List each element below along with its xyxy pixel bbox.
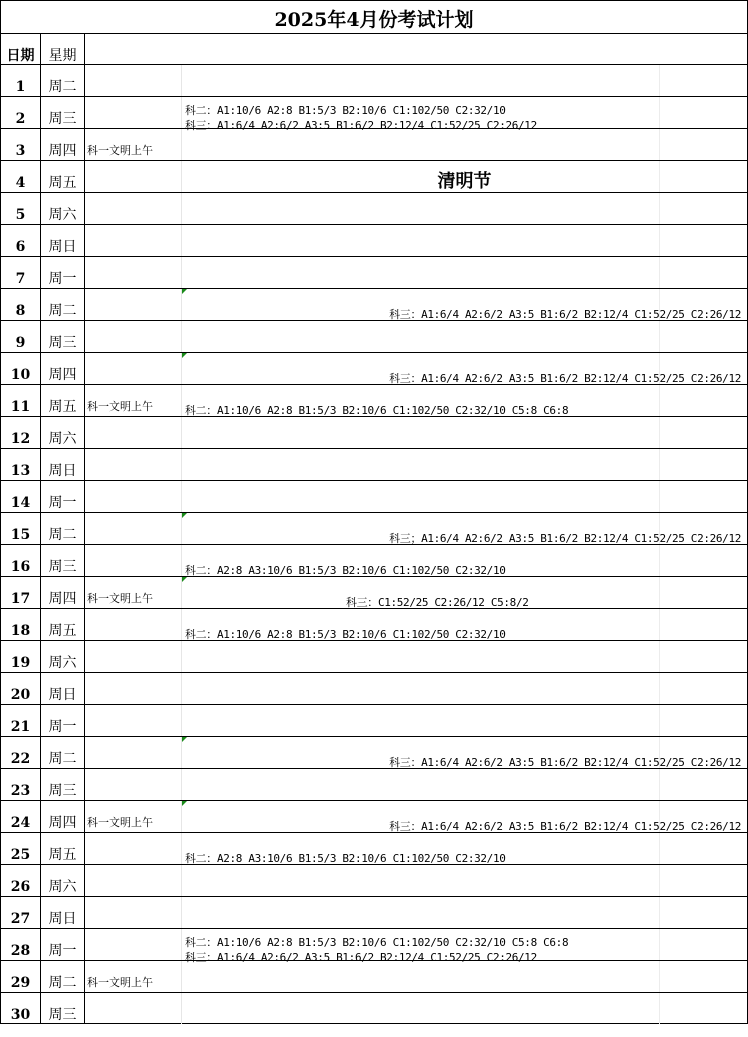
weekday-cell[interactable]: 周二 xyxy=(40,513,84,544)
gridline xyxy=(659,257,660,288)
gridline xyxy=(659,641,660,672)
day-cell[interactable]: 23 xyxy=(0,769,40,800)
exam-detail-cell[interactable] xyxy=(181,961,748,992)
header-date: 日期 xyxy=(0,33,40,64)
subject1-cell[interactable] xyxy=(84,705,181,736)
table-row xyxy=(0,800,748,832)
subject1-cell[interactable]: 科一文明上午 xyxy=(84,129,181,160)
weekday-cell[interactable]: 周二 xyxy=(40,961,84,992)
exam-detail-cell[interactable] xyxy=(181,321,748,352)
comment-marker-icon xyxy=(182,289,187,294)
exam-detail-text: 科二：A1:10/6 A2:8 B1:5/3 B2:10/6 C1:102/50 C2:32/10 C5:8 C6:8 xyxy=(185,936,569,949)
weekday-cell[interactable]: 周四 xyxy=(40,353,84,384)
weekday-cell[interactable]: 周三 xyxy=(40,993,84,1024)
exam-detail-cell[interactable] xyxy=(181,449,748,480)
weekday-cell[interactable]: 周五 xyxy=(40,609,84,640)
table-row xyxy=(0,480,748,512)
day-cell[interactable]: 9 xyxy=(0,321,40,352)
exam-detail-cell[interactable] xyxy=(181,993,748,1024)
day-cell[interactable]: 2 xyxy=(0,97,40,128)
weekday-cell[interactable]: 周日 xyxy=(40,897,84,928)
sheet-title: 2025年4月份考试计划 xyxy=(0,0,748,34)
gridline xyxy=(659,609,660,640)
weekday-cell[interactable]: 周三 xyxy=(40,97,84,128)
weekday-cell[interactable]: 周日 xyxy=(40,225,84,256)
table-row xyxy=(0,832,748,864)
weekday-cell[interactable]: 周四 xyxy=(40,801,84,832)
table-row xyxy=(0,160,748,192)
subject1-cell[interactable] xyxy=(84,609,181,640)
gridline xyxy=(659,673,660,704)
table-row xyxy=(0,128,748,160)
subject1-cell[interactable] xyxy=(84,161,181,192)
subject1-cell[interactable]: 科一文明上午 xyxy=(84,577,181,608)
exam-detail-text: 科三：C1:52/25 C2:26/12 C5:8/2 xyxy=(346,596,529,609)
subject1-cell[interactable] xyxy=(84,257,181,288)
weekday-cell[interactable]: 周日 xyxy=(40,673,84,704)
gridline xyxy=(659,193,660,224)
header-blank xyxy=(84,33,748,64)
subject1-cell[interactable] xyxy=(84,481,181,512)
subject1-cell[interactable] xyxy=(84,865,181,896)
exam-detail-cell[interactable] xyxy=(181,225,748,256)
exam-detail-cell[interactable] xyxy=(181,897,748,928)
subject1-cell[interactable] xyxy=(84,193,181,224)
exam-detail-cell[interactable] xyxy=(181,833,748,864)
gridline xyxy=(659,321,660,352)
exam-detail-text: 科三：A1:6/4 A2:6/2 A3:5 B1:6/2 B2:12/4 C1:52/25 C2:26/12 xyxy=(389,308,741,321)
exam-detail-cell[interactable] xyxy=(181,97,748,132)
weekday-cell[interactable]: 周一 xyxy=(40,705,84,736)
day-cell[interactable]: 29 xyxy=(0,961,40,992)
gridline xyxy=(659,65,660,96)
comment-marker-icon xyxy=(182,801,187,806)
day-cell[interactable]: 3 xyxy=(0,129,40,160)
exam-detail-text: 科三：A1:6/4 A2:6/2 A3:5 B1:6/2 B2:12/4 C1:52/25 C2:26/12 xyxy=(185,119,537,132)
table-row xyxy=(0,96,748,132)
weekday-cell[interactable]: 周一 xyxy=(40,929,84,960)
table-row xyxy=(0,448,748,480)
subject1-cell[interactable] xyxy=(84,993,181,1024)
subject1-cell[interactable] xyxy=(84,449,181,480)
gridline xyxy=(659,225,660,256)
day-cell[interactable]: 30 xyxy=(0,993,40,1024)
table-row xyxy=(0,320,748,352)
day-cell[interactable]: 15 xyxy=(0,513,40,544)
subject1-cell[interactable]: 科一文明上午 xyxy=(84,385,181,416)
gridline xyxy=(659,577,660,608)
exam-detail-cell[interactable] xyxy=(181,737,748,768)
gridline xyxy=(659,385,660,416)
day-cell[interactable]: 22 xyxy=(0,737,40,768)
exam-detail-text: 科三：A1:6/4 A2:6/2 A3:5 B1:6/2 B2:12/4 C1:52/25 C2:26/12 xyxy=(389,820,741,833)
weekday-cell[interactable]: 周二 xyxy=(40,737,84,768)
exam-detail-text: 科三：A1:6/4 A2:6/2 A3:5 B1:6/2 B2:12/4 C1:52/25 C2:26/12 xyxy=(389,756,741,769)
table-row xyxy=(0,896,748,928)
weekday-cell[interactable]: 周三 xyxy=(40,769,84,800)
day-cell[interactable]: 18 xyxy=(0,609,40,640)
table-row xyxy=(0,672,748,704)
subject1-cell[interactable] xyxy=(84,833,181,864)
exam-detail-cell[interactable] xyxy=(181,609,748,640)
subject1-cell[interactable]: 科一文明上午 xyxy=(84,961,181,992)
exam-detail-cell[interactable] xyxy=(181,705,748,736)
exam-detail-cell[interactable] xyxy=(181,193,748,224)
exam-detail-cell[interactable] xyxy=(181,769,748,800)
weekday-cell[interactable]: 周五 xyxy=(40,385,84,416)
day-cell[interactable]: 28 xyxy=(0,929,40,960)
gridline xyxy=(659,897,660,928)
table-row xyxy=(0,704,748,736)
day-cell[interactable]: 1 xyxy=(0,65,40,96)
subject1-cell[interactable] xyxy=(84,289,181,320)
table-row xyxy=(0,736,748,768)
day-cell[interactable]: 8 xyxy=(0,289,40,320)
exam-detail-text: 科三：A1:6/4 A2:6/2 A3:5 B1:6/2 B2:12/4 C1:52/25 C2:26/12 xyxy=(185,951,537,964)
exam-detail-cell[interactable] xyxy=(181,417,748,448)
table-row xyxy=(0,224,748,256)
gridline xyxy=(659,833,660,864)
table-row xyxy=(0,576,748,608)
table-row xyxy=(0,640,748,672)
day-cell[interactable]: 26 xyxy=(0,865,40,896)
day-cell[interactable]: 25 xyxy=(0,833,40,864)
weekday-cell[interactable]: 周二 xyxy=(40,65,84,96)
exam-detail-text: 科三：A1:6/4 A2:6/2 A3:5 B1:6/2 B2:12/4 C1:52/25 C2:26/12 xyxy=(389,372,741,385)
table-row xyxy=(0,544,748,576)
table-row xyxy=(0,384,748,416)
exam-detail-cell[interactable] xyxy=(181,577,748,608)
subject1-cell[interactable] xyxy=(84,97,181,128)
exam-detail-cell[interactable] xyxy=(181,801,748,832)
subject1-cell[interactable] xyxy=(84,929,181,960)
weekday-cell[interactable]: 周六 xyxy=(40,641,84,672)
exam-detail-cell[interactable] xyxy=(181,289,748,320)
gridline xyxy=(659,961,660,992)
exam-detail-text: 科二：A1:10/6 A2:8 B1:5/3 B2:10/6 C1:102/50 C2:32/10 xyxy=(185,104,506,117)
day-cell[interactable]: 7 xyxy=(0,257,40,288)
exam-detail-cell[interactable] xyxy=(181,129,748,160)
weekday-cell[interactable]: 周一 xyxy=(40,257,84,288)
subject1-cell[interactable] xyxy=(84,513,181,544)
gridline xyxy=(659,993,660,1024)
exam-detail-text: 科二：A1:10/6 A2:8 B1:5/3 B2:10/6 C1:102/50 C2:32/10 C5:8 C6:8 xyxy=(185,404,569,417)
day-cell[interactable]: 12 xyxy=(0,417,40,448)
exam-detail-cell[interactable] xyxy=(181,865,748,896)
exam-detail-text: 科二：A1:10/6 A2:8 B1:5/3 B2:10/6 C1:102/50 C2:32/10 xyxy=(185,628,506,641)
subject1-cell[interactable] xyxy=(84,641,181,672)
table-row xyxy=(0,864,748,896)
table-row xyxy=(0,192,748,224)
subject1-cell[interactable] xyxy=(84,417,181,448)
weekday-cell[interactable]: 周一 xyxy=(40,481,84,512)
gridline xyxy=(659,545,660,576)
gridline xyxy=(659,129,660,160)
subject1-cell[interactable] xyxy=(84,673,181,704)
table-row xyxy=(0,288,748,320)
table-row xyxy=(0,416,748,448)
day-cell[interactable]: 17 xyxy=(0,577,40,608)
exam-detail-cell[interactable] xyxy=(181,353,748,384)
gridline xyxy=(659,481,660,512)
exam-detail-cell[interactable] xyxy=(181,65,748,96)
weekday-cell[interactable]: 周五 xyxy=(40,833,84,864)
day-cell[interactable]: 5 xyxy=(0,193,40,224)
exam-detail-text: 科二：A2:8 A3:10/6 B1:5/3 B2:10/6 C1:102/50 C2:32/10 xyxy=(185,564,506,577)
holiday-label: 清明节 xyxy=(437,171,492,192)
day-cell[interactable]: 16 xyxy=(0,545,40,576)
subject1-cell[interactable] xyxy=(84,65,181,96)
subject1-cell[interactable]: 科一文明上午 xyxy=(84,801,181,832)
subject1-cell[interactable] xyxy=(84,897,181,928)
comment-marker-icon xyxy=(182,513,187,518)
day-cell[interactable]: 4 xyxy=(0,161,40,192)
gridline xyxy=(659,449,660,480)
day-cell[interactable]: 20 xyxy=(0,673,40,704)
day-cell[interactable]: 14 xyxy=(0,481,40,512)
exam-detail-text: 科二：A2:8 A3:10/6 B1:5/3 B2:10/6 C1:102/50 C2:32/10 xyxy=(185,852,506,865)
gridline xyxy=(659,705,660,736)
exam-detail-cell[interactable] xyxy=(181,257,748,288)
day-cell[interactable]: 21 xyxy=(0,705,40,736)
weekday-cell[interactable]: 周五 xyxy=(40,161,84,192)
subject1-cell[interactable] xyxy=(84,225,181,256)
table-row xyxy=(0,992,748,1024)
weekday-cell[interactable]: 周六 xyxy=(40,193,84,224)
exam-detail-cell[interactable] xyxy=(181,929,748,964)
exam-detail-cell[interactable] xyxy=(181,161,748,192)
table-row xyxy=(0,512,748,544)
weekday-cell[interactable]: 周三 xyxy=(40,321,84,352)
weekday-cell[interactable]: 周日 xyxy=(40,449,84,480)
exam-detail-cell[interactable] xyxy=(181,481,748,512)
weekday-cell[interactable]: 周二 xyxy=(40,289,84,320)
table-row xyxy=(0,608,748,640)
gridline xyxy=(659,929,660,960)
comment-marker-icon xyxy=(182,353,187,358)
day-cell[interactable]: 11 xyxy=(0,385,40,416)
subject1-cell[interactable] xyxy=(84,353,181,384)
day-cell[interactable]: 24 xyxy=(0,801,40,832)
weekday-cell[interactable]: 周四 xyxy=(40,577,84,608)
day-cell[interactable]: 13 xyxy=(0,449,40,480)
exam-detail-cell[interactable] xyxy=(181,385,748,416)
comment-marker-icon xyxy=(182,737,187,742)
gridline xyxy=(659,417,660,448)
subject1-cell[interactable] xyxy=(84,737,181,768)
exam-detail-cell[interactable] xyxy=(181,673,748,704)
weekday-cell[interactable]: 周六 xyxy=(40,417,84,448)
day-cell[interactable]: 19 xyxy=(0,641,40,672)
comment-marker-icon xyxy=(182,577,187,582)
exam-detail-text: 科三；A1:6/4 A2:6/2 A3:5 B1:6/2 B2:12/4 C1:52/25 C2:26/12 xyxy=(389,532,741,545)
table-row xyxy=(0,352,748,384)
table-row xyxy=(0,64,748,96)
gridline xyxy=(659,865,660,896)
header-weekday: 星期 xyxy=(40,33,84,64)
table-row xyxy=(0,768,748,800)
day-cell[interactable]: 27 xyxy=(0,897,40,928)
day-cell[interactable]: 6 xyxy=(0,225,40,256)
table-row xyxy=(0,256,748,288)
subject1-cell[interactable] xyxy=(84,545,181,576)
table-row xyxy=(0,928,748,964)
subject1-cell[interactable] xyxy=(84,321,181,352)
weekday-cell[interactable]: 周四 xyxy=(40,129,84,160)
gridline xyxy=(659,97,660,128)
exam-detail-cell[interactable] xyxy=(181,545,748,576)
day-cell[interactable]: 10 xyxy=(0,353,40,384)
exam-detail-cell[interactable] xyxy=(181,513,748,544)
subject1-cell[interactable] xyxy=(84,769,181,800)
weekday-cell[interactable]: 周六 xyxy=(40,865,84,896)
weekday-cell[interactable]: 周三 xyxy=(40,545,84,576)
exam-detail-cell[interactable] xyxy=(181,641,748,672)
table-row xyxy=(0,960,748,992)
gridline xyxy=(659,769,660,800)
